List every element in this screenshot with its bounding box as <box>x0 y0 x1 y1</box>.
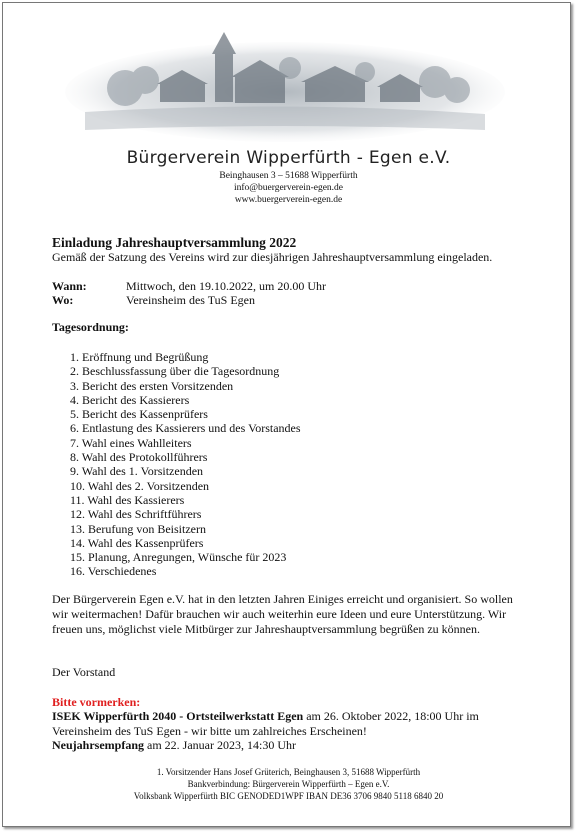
agenda-item: 2. Beschlussfassung über die Tagesordnung <box>70 364 280 379</box>
agenda-item: 3. Bericht des ersten Vorsitzenden <box>70 378 234 393</box>
isek-event-details: am 26. Oktober 2022, 18:00 Uhr im Vereinsheim des TuS Egen - wir bitte um zahlreiches Erscheinen! <box>52 709 479 738</box>
agenda-item: 14. Wahl des Kassenprüfers <box>70 535 204 550</box>
signature: Der Vorstand <box>52 665 116 679</box>
club-address: Beinghausen 3 – 51688 Wipperfürth <box>219 171 358 181</box>
footer-bank: Bankverbindung: Bürgerverein Wipperfürth – Egen e.V. <box>187 779 390 789</box>
isek-event-title: ISEK Wipperfürth 2040 - Ortsteilwerkstatt Egen <box>52 709 304 723</box>
where-label: Wo: <box>52 293 74 307</box>
agenda-item: 4. Bericht des Kassierers <box>70 392 190 407</box>
agenda-item: 11. Wahl des Kassierers <box>70 492 185 507</box>
agenda-item: 6. Entlastung des Kassierers und des Vorstandes <box>70 421 301 436</box>
agenda-item: 13. Berufung von Beisitzern <box>70 521 206 536</box>
agenda-item: 10. Wahl des 2. Vorsitzenden <box>70 478 210 493</box>
neujahr-event-title: Neujahrsempfang <box>52 738 144 752</box>
agenda-item: 15. Planung, Anregungen, Wünsche für 2023 <box>70 550 287 565</box>
reminder-text <box>52 709 522 753</box>
club-name: Bürgerverein Wipperfürth - Egen e.V. <box>126 148 451 168</box>
agenda-item: 9. Wahl des 1. Vorsitzenden <box>70 464 204 479</box>
footer-iban: Volksbank Wipperfürth BIC GENODED1WPF IBAN DE36 3706 9840 5118 6840 20 <box>133 791 444 801</box>
agenda-item: 8. Wahl des Protokollführers <box>70 450 208 465</box>
reminder-heading: Bitte vormerken: <box>52 695 141 709</box>
agenda-heading: Tagesordnung: <box>52 320 129 334</box>
footer-chairman: 1. Vorsitzender Hans Josef Grüterich, Beinghausen 3, 51688 Wipperfürth <box>156 767 421 777</box>
club-website[interactable]: www.buergerverein-egen.de <box>234 195 343 205</box>
when-label: Wann: <box>52 279 87 293</box>
invitation-intro: Gemäß der Satzung des Vereins wird zur diesjährigen Jahreshauptversammlung eingeladen. <box>52 250 493 264</box>
agenda-item: 7. Wahl eines Wahlleiters <box>70 435 192 450</box>
agenda-list <box>70 350 301 579</box>
invitation-title: Einladung Jahreshauptversammlung 2022 <box>52 235 297 250</box>
agenda-item: 5. Bericht des Kassenprüfers <box>70 407 208 422</box>
agenda-item: 12. Wahl des Schriftführers <box>70 507 202 522</box>
village-sketch-image <box>65 30 505 145</box>
club-email[interactable]: info@buergerverein-egen.de <box>233 183 344 193</box>
where-value: Vereinsheim des TuS Egen <box>126 293 255 307</box>
agenda-item: 1. Eröffnung und Begrüßung <box>70 350 209 364</box>
body-paragraph: Der Bürgerverein Egen e.V. hat in den letzten Jahren Einiges erreicht und organisiert. So wollen wir weitermachen! Dafür brauchen wir auch weiterhin eure Ideen und eure Unterstützung. Wir freuen uns, möglichst viele Mitbürger zur Jahreshauptversammlung begrüßen zu können. <box>52 592 513 636</box>
when-value: Mittwoch, den 19.10.2022, um 20.00 Uhr <box>126 279 326 293</box>
neujahr-event-details: am 22. Januar 2023, 14:30 Uhr <box>144 738 296 752</box>
agenda-item: 16. Verschiedenes <box>70 564 157 579</box>
